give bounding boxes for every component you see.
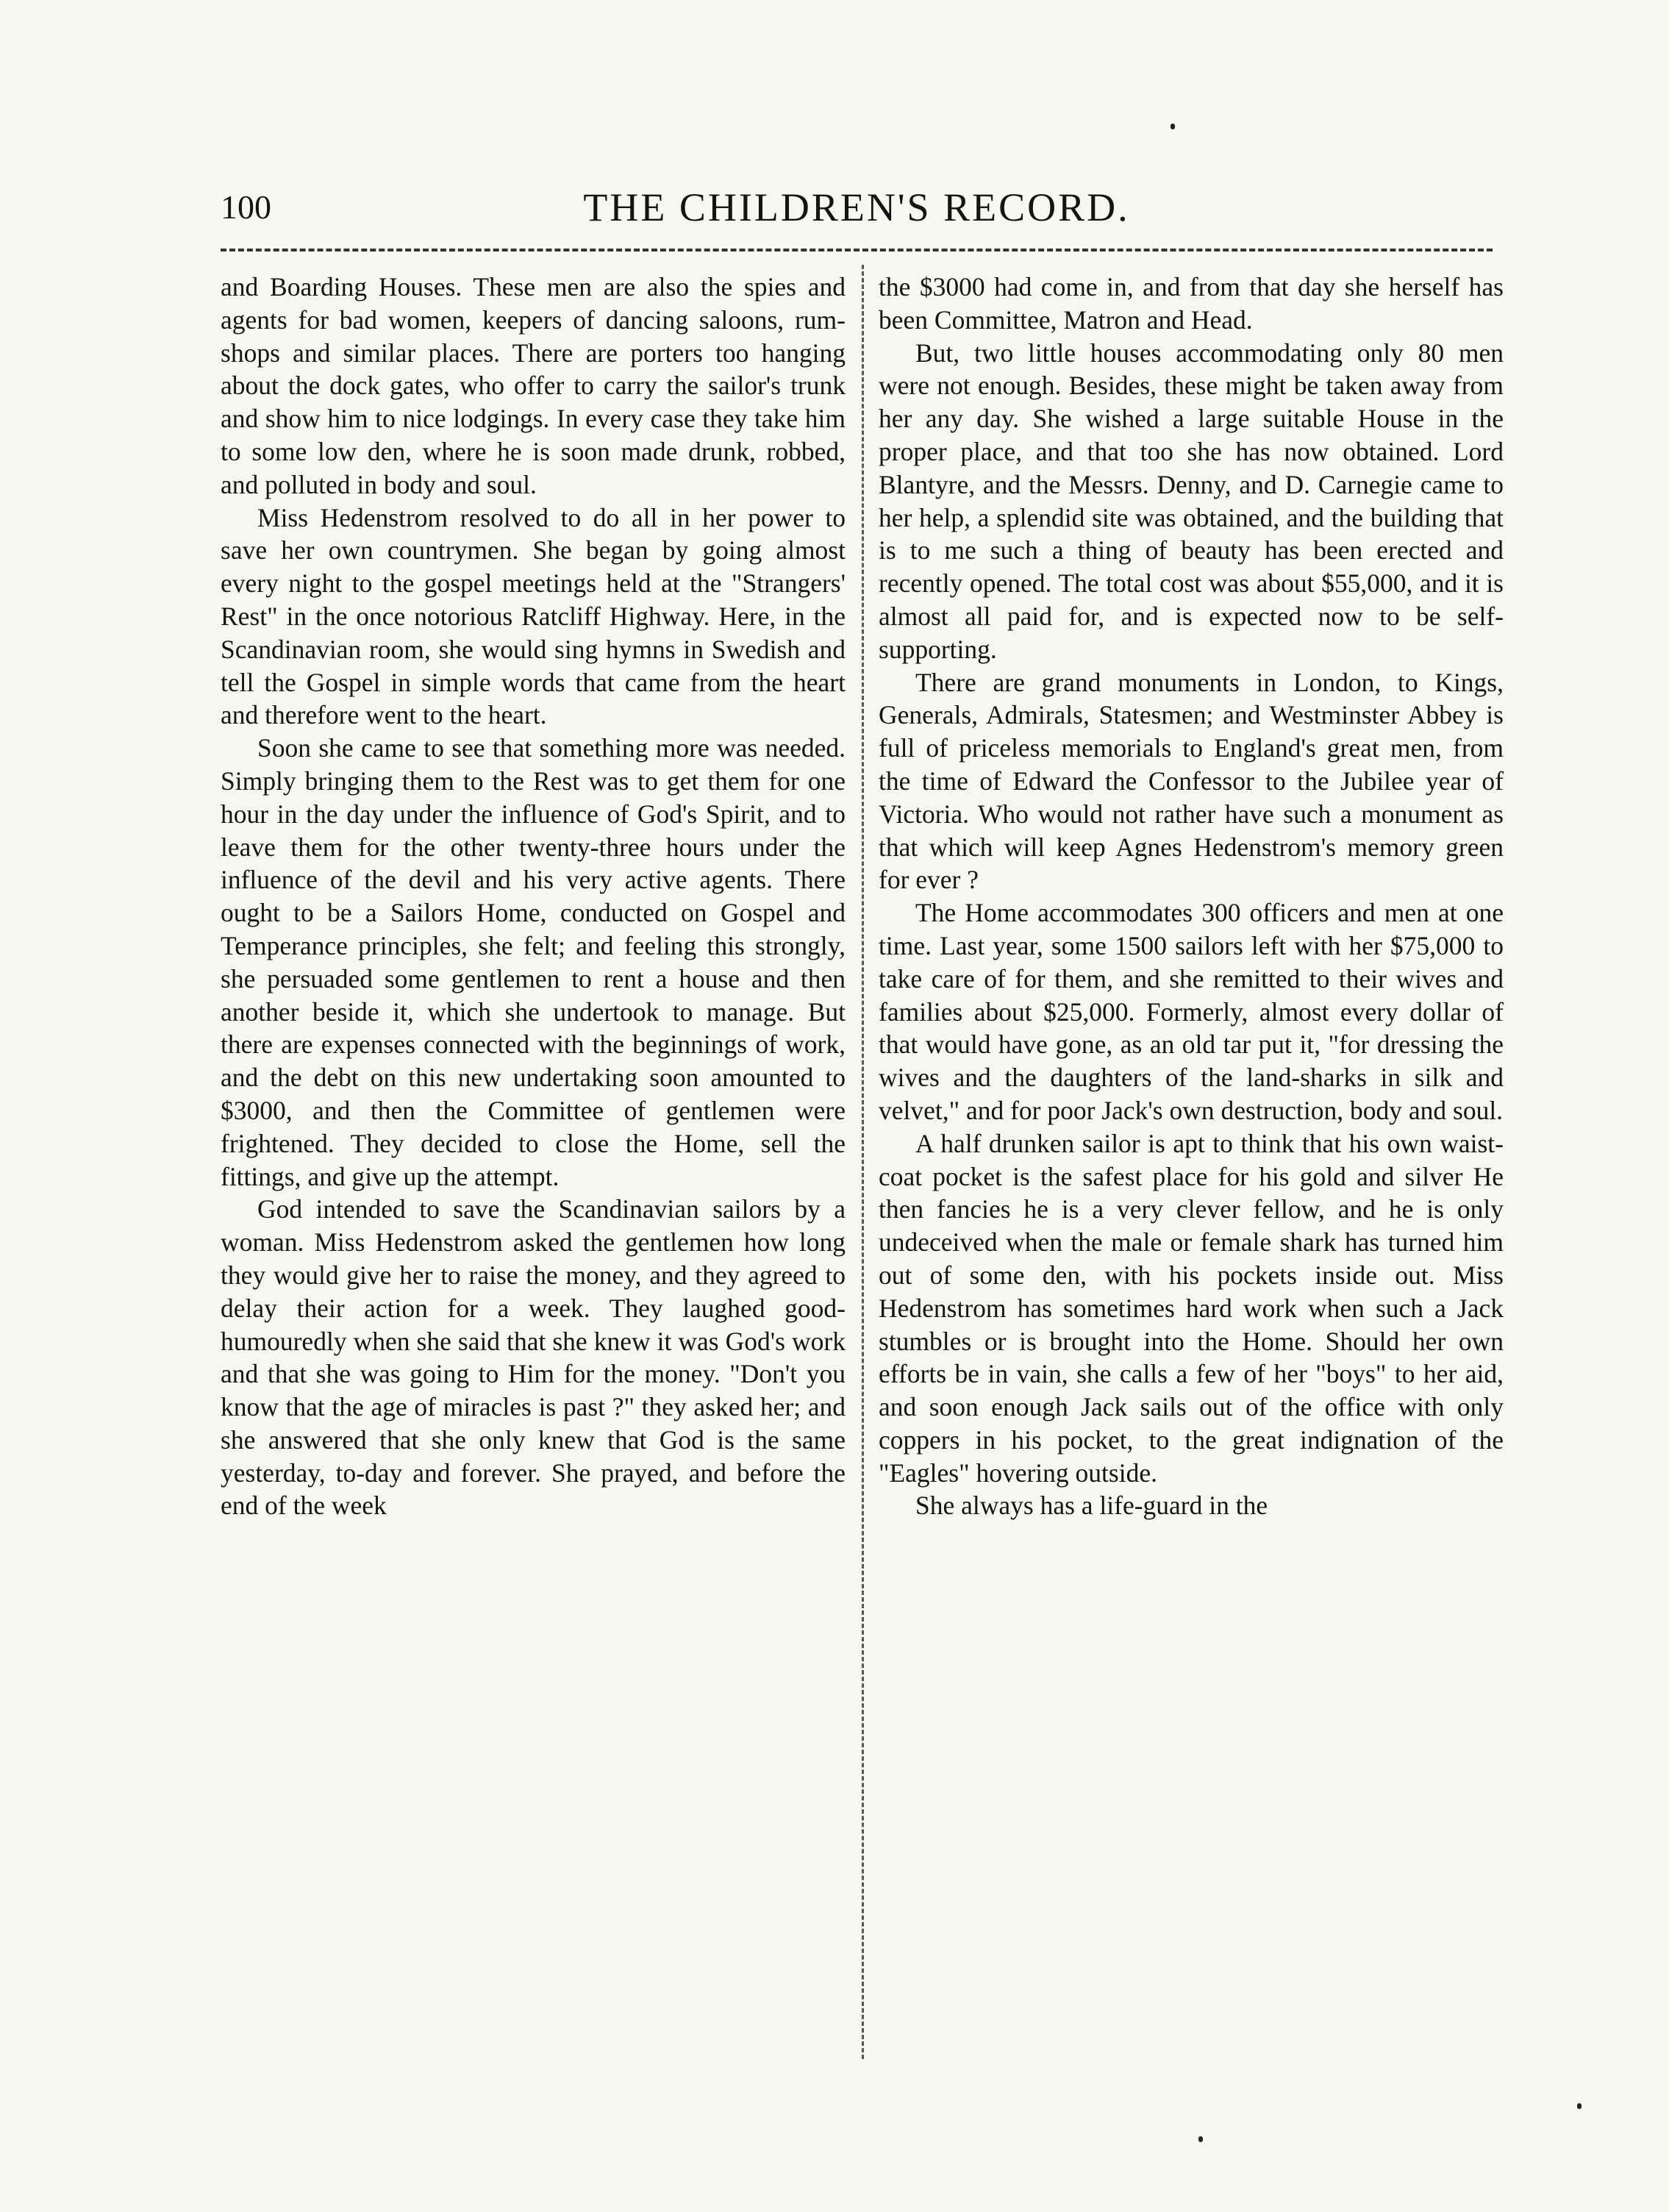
running-title: THE CHILDREN'S RECORD. [583, 185, 1130, 229]
ink-speck [1577, 2103, 1582, 2109]
paragraph: She always has a life-guard in the [915, 1491, 1268, 1521]
paragraph: Miss Hedenstrom resolved to do all in her power to save her own countrymen. She began by going almost every night to the gospel meetings held at the "Strangers' Rest" in the once notorious Ratcliff Highway. Here, in the Scandinavian room, she would sing hymns in Swedish and tell the Gospel in simple words that came from the heart and therefore went to the heart. [221, 502, 846, 730]
ink-speck [1171, 124, 1175, 129]
column-divider [862, 265, 864, 2059]
paragraph: But, two little houses accommodating only 80 men were not enough. Besides, these might be taken away from her any day. She wished a large suitable House in the proper place, and that too she has now obtained. Lord Blantyre, and the Messrs. Denny, and D. Carnegie came to her help, a splendid site was obtained, and the building that is to me such a thing of beauty has been erected and recently opened. The total cost was about $55,000, and it is almost all paid for, and is expected now to be self-supporting. [879, 338, 1504, 664]
paragraph: A half drunken sailor is apt to think that his own waist-coat pocket is the safest place for his gold and silver He then fancies he is a very clever fellow, and he is only undeceived when the male or female shark has turned him out of some den, with his pockets inside out. Miss Hedenstrom has sometimes hard work when such a Jack stumbles or is brought into the Home. Should her own efforts be in vain, she calls a few of her "boys" to her aid, and soon enough Jack sails out of the office with only coppers in his pocket, to the great indignation of the "Eagles" hovering outside. [879, 1128, 1504, 1488]
paragraph: God intended to save the Scandinavian sailors by a woman. Miss Hedenstrom asked the gentlemen how long they would give her to raise the money, and they agreed to delay their action for a week. They laughed good-humouredly when she said that she knew it was God's work and that she was going to Him for the money. "Don't you know that the age of miracles is past ?" they asked her; and she answered that she only knew that God is the same yesterday, to-day and forever. She prayed, and before the end of the week [221, 1194, 846, 1521]
paragraph: the $3000 had come in, and from that day she herself has been Committee, Matron and Head. [879, 272, 1504, 335]
paragraph: There are grand monuments in London, to Kings, Generals, Admirals, Statesmen; and Westminster Abbey is full of priceless memorials to England's great men, from the time of Edward the Confessor to the Jubilee year of Victoria. Who would not rather have such a monument as that which will keep Agnes Hedenstrom's memory green for ever ? [879, 667, 1504, 895]
ink-speck [1198, 2136, 1203, 2142]
page-header [221, 185, 1493, 239]
paragraph: Soon she came to see that something more was needed. Simply bringing them to the Rest was to get them for one hour in the day under the influence of God's Spirit, and to leave them for the other twenty-three hours under the influence of the devil and his very active agents. There ought to be a Sailors Home, conducted on Gospel and Temperance principles, she felt; and feeling this strongly, she persuaded some gentlemen to rent a house and then another beside it, which she undertook to manage. But there are expenses connected with the beginnings of work, and the debt on this new undertaking soon amounted to $3000, and then the Committee of gentlemen were frightened. They decided to close the Home, sell the fittings, and give up the attempt. [221, 733, 846, 1191]
paragraph: and Boarding Houses. These men are also the spies and agents for bad women, keepers of dancing saloons, rum-shops and similar places. There are porters too hanging about the dock gates, who offer to carry the sailor's trunk and show him to nice lodgings. In every case they take him to some low den, where he is soon made drunk, robbed, and polluted in body and soul. [221, 272, 846, 499]
header-rule [221, 249, 1493, 251]
page-number: 100 [221, 188, 271, 226]
right-column [879, 271, 1504, 2050]
left-column [221, 271, 846, 2050]
paragraph: The Home accommodates 300 officers and men at one time. Last year, some 1500 sailors left with her $75,000 to take care of for them, and she remitted to their wives and families about $25,000. Formerly, almost every dollar of that would have gone, as an old tar put it, "for dressing the wives and the daughters of the land-sharks in silk and velvet," and for poor Jack's own destruction, body and soul. [879, 898, 1504, 1125]
